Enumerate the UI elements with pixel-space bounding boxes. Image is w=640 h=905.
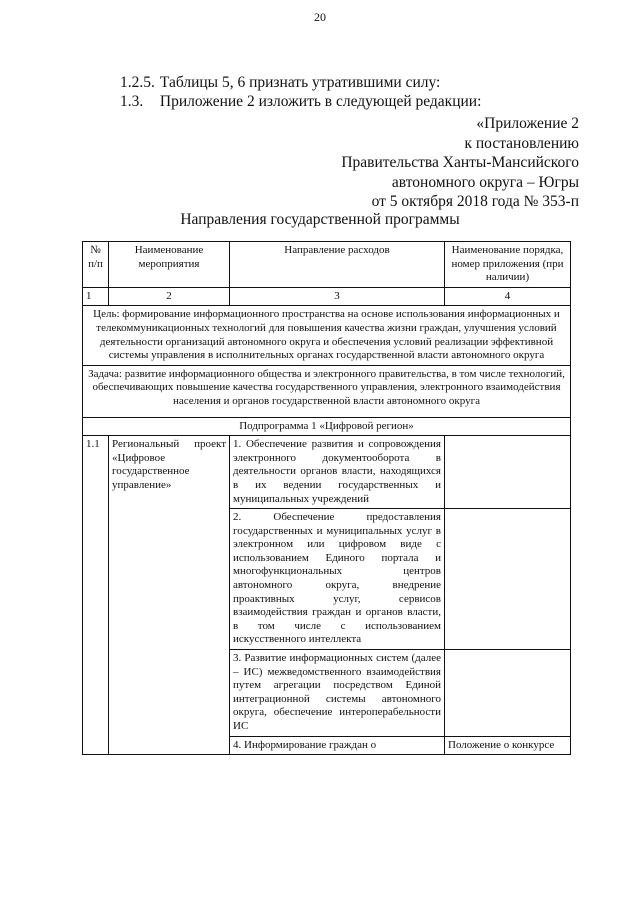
order-cell xyxy=(445,509,571,650)
header-direction: Направление расходов xyxy=(230,242,445,288)
attachment-line: к постановлению xyxy=(464,134,579,152)
item-number: 1.3. xyxy=(120,93,144,110)
subprogram-row xyxy=(83,417,571,436)
column-number: 4 xyxy=(445,287,571,306)
subprogram-cell: Подпрограмма 1 «Цифровой регион» xyxy=(83,417,571,436)
header-order: Наименование порядка, номер приложения (при наличии) xyxy=(445,242,571,288)
header-event: Наименование мероприятия xyxy=(109,242,230,288)
table-row xyxy=(83,436,571,509)
item-text: Таблицы 5, 6 признать утратившими силу: xyxy=(159,74,441,91)
item-text: Приложение 2 изложить в следующей редакции: xyxy=(159,93,482,110)
task-cell xyxy=(83,365,571,417)
direction-cell: 3. Развитие информационных систем (далее – ИС) межведомственного взаимодействия путем агрегации посредством Единой интеграционной системы автономного округа, обеспечение интероперабельности ИС xyxy=(230,650,445,737)
task-row xyxy=(83,365,571,417)
item-1-2-5 xyxy=(120,74,440,92)
header-num: № п/п xyxy=(83,242,109,288)
attachment-line: от 5 октября 2018 года № 353-п xyxy=(371,193,579,210)
attachment-line: «Приложение 2 xyxy=(476,115,579,132)
document-title: Направления государственной программы xyxy=(180,211,460,228)
column-number: 2 xyxy=(109,287,230,306)
column-number-row xyxy=(83,287,571,306)
order-cell xyxy=(445,436,571,509)
direction-cell: 1. Обеспечение развития и сопровождения электронного документооборота в деятельности органов власти, находящихся в их ведении государственных и муниципальных учреждений xyxy=(230,436,445,509)
attachment-line: Правительства Ханты-Мансийского xyxy=(341,154,579,171)
task-text: Задача: развитие информационного общества и электронного правительства, в том числе технологий, обеспечивающих повышение качества государственного управления, электронного взаимодействия населения и органов государственной власти автономного округа xyxy=(88,367,565,407)
row-number: 1.1 xyxy=(83,436,109,755)
goal-row xyxy=(83,306,571,365)
program-directions-table xyxy=(82,241,571,755)
goal-cell: Цель: формирование информационного пространства на основе использования информационных и телекоммуникационных технологий для повышения качества жизни граждан, улучшения условий деятельности организаций автономного округа и обеспечения условий реализации эффективной системы управления в исполнительных органах государственной власти автономного округа xyxy=(83,306,571,365)
order-cell: Положение о конкурсе xyxy=(445,736,571,755)
page-number: 20 xyxy=(314,10,326,24)
order-cell xyxy=(445,650,571,737)
direction-cell: 2. Обеспечение предоставления государственных и муниципальных услуг в электронном или цифровом виде с использованием Единого портала и многофункциональных центров автономного округа, внедрение проактивных услуг, сервисов взаимодействия граждан и органов власти, в том числе с использованием искусственного интеллекта xyxy=(230,509,445,650)
attachment-block xyxy=(341,114,579,212)
table-header-row xyxy=(83,242,571,288)
item-1-3 xyxy=(120,93,481,111)
item-number: 1.2.5. xyxy=(120,74,155,91)
column-number: 3 xyxy=(230,287,445,306)
attachment-line: автономного округа – Югры xyxy=(391,173,579,191)
column-number: 1 xyxy=(83,287,109,306)
event-name: Региональный проект «Цифровое государственное управление» xyxy=(109,436,230,755)
direction-cell: 4. Информирование граждан о xyxy=(230,736,445,755)
